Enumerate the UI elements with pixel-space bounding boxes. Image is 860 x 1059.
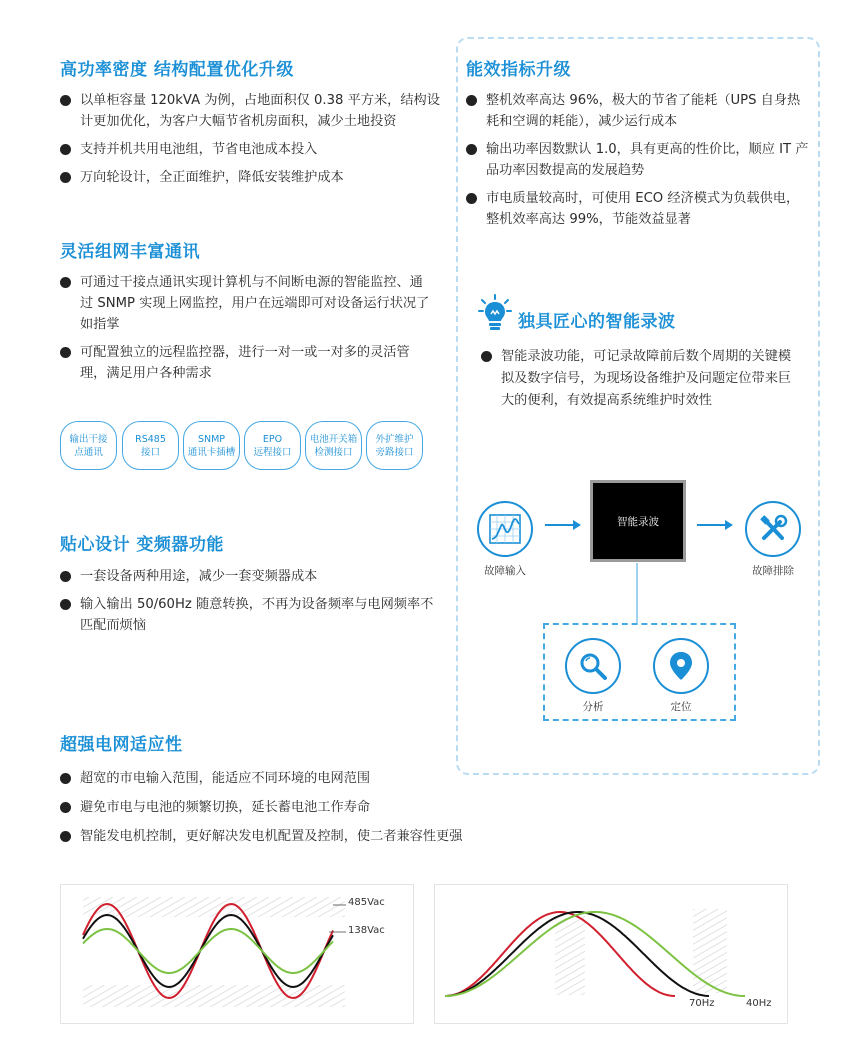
bullet-dot-icon (60, 599, 71, 610)
section-title-grid: 超强电网适应性 (60, 735, 183, 755)
list-item: 一套设备两种用途，减少一套变频器成本 (60, 566, 435, 587)
bullet-dot-icon (60, 571, 71, 582)
list-item: 避免市电与电池的频繁切换，延长蓄电池工作寿命 (60, 797, 620, 818)
interface-pill-dry-contact: 输出干接 点通讯 (60, 421, 117, 470)
voltage-high-label: 485Vac (348, 897, 385, 908)
locate-label: 定位 (670, 701, 692, 713)
interface-pill-battery: 电池开关箱 检测接口 (305, 421, 362, 470)
bullet-dot-icon (466, 144, 477, 155)
analyze-label: 分析 (582, 701, 604, 713)
list-item: 输出功率因数默认 1.0，具有更高的性价比，顺应 IT 产品功率因数提高的发展趋势 (466, 139, 811, 181)
list-item: 智能录波功能，可记录故障前后数个周期的关键模拟及数字信号，为现场设备维护及问题定位带来巨大的便利，有效提高系统维护时效性 (481, 346, 801, 412)
arrow-right-icon (697, 518, 735, 532)
inverter-bullet-list (60, 566, 435, 643)
bullet-dot-icon (60, 277, 71, 288)
bullet-dot-icon (481, 351, 492, 362)
list-item: 以单柜容量 120kVA 为例，占地面积仅 0.38 平方米，结构设计更加优化，为客户大幅节省机房面积，减少土地投资 (60, 90, 450, 132)
wave-485vac (83, 904, 333, 998)
arrow-right-icon (545, 518, 583, 532)
connector-line (636, 563, 638, 623)
list-item: 输入输出 50/60Hz 随意转换，不再为设备频率与电网频率不匹配而烦恼 (60, 594, 435, 636)
bullet-dot-icon (60, 802, 71, 813)
network-bullet-list (60, 272, 430, 391)
location-pin-icon (668, 651, 694, 681)
locate-node (653, 638, 709, 694)
bullet-dot-icon (60, 144, 71, 155)
bullet-dot-icon (60, 172, 71, 183)
section-title-density: 高功率密度 结构配置优化升级 (60, 60, 294, 80)
list-item: 智能发电机控制，更好解决发电机配置及控制，使二者兼容性更强 (60, 826, 620, 847)
section-title-inverter: 贴心设计 变频器功能 (60, 535, 224, 555)
list-item: 整机效率高达 96%，极大的节省了能耗（UPS 自身热耗和空调的耗能），减少运行成本 (466, 90, 811, 132)
hatch-band-right (693, 909, 727, 993)
list-item: 可配置独立的远程监控器，进行一对一或一对多的灵活管理，满足用户各种需求 (60, 342, 430, 384)
interface-pill-snmp: SNMP 通讯卡插槽 (183, 421, 240, 470)
freq-low-label: 40Hz (746, 998, 772, 1009)
bullet-dot-icon (60, 831, 71, 842)
freq-high-label: 70Hz (689, 998, 715, 1009)
section-title-network: 灵活组网丰富通讯 (60, 242, 200, 262)
bullet-dot-icon (60, 347, 71, 358)
efficiency-bullet-list (466, 90, 811, 237)
list-item: 支持并机共用电池组，节省电池成本投入 (60, 139, 450, 160)
bullet-dot-icon (60, 95, 71, 106)
voltage-range-illustration (60, 884, 414, 1024)
fault-input-node (477, 501, 533, 557)
bullet-dot-icon (60, 773, 71, 784)
frequency-waves-graphic (435, 885, 787, 1023)
voltage-low-label: 138Vac (348, 925, 385, 936)
interface-pill-bypass: 外扩维护 旁路接口 (366, 421, 423, 470)
tools-icon (758, 514, 788, 544)
grid-bullet-list (60, 768, 620, 854)
interface-pill-epo: EPO 远程接口 (244, 421, 301, 470)
frequency-range-illustration (434, 884, 788, 1024)
hatch-band-left (555, 915, 585, 995)
wave-nominal (83, 915, 333, 987)
list-item: 超宽的市电输入范围，能适应不同环境的电网范围 (60, 768, 620, 789)
density-bullet-list (60, 90, 450, 195)
recording-bullet-list (481, 346, 801, 419)
bullet-dot-icon (466, 193, 477, 204)
hatch-band-top (83, 897, 345, 917)
smart-recording-box: 智能录波 (590, 480, 686, 562)
lightbulb-icon (478, 294, 512, 334)
interface-pill-rs485: RS485 接口 (122, 421, 179, 470)
section-title-recording: 独具匠心的智能录波 (518, 312, 676, 332)
bullet-dot-icon (466, 95, 477, 106)
fault-clear-label: 故障排除 (752, 565, 794, 577)
magnifier-icon (578, 651, 608, 681)
list-item: 可通过干接点通讯实现计算机与不间断电源的智能监控、通过 SNMP 实现上网监控，用户在远端即可对设备运行状况了如指掌 (60, 272, 430, 335)
list-item: 市电质量较高时，可使用 ECO 经济模式为负载供电，整机效率高达 99%，节能效益显著 (466, 188, 811, 230)
list-item: 万向轮设计，全正面维护，降低安装维护成本 (60, 167, 450, 188)
fault-input-label: 故障输入 (484, 565, 526, 577)
waveform-chart-icon (489, 514, 521, 544)
analyze-node (565, 638, 621, 694)
section-title-efficiency: 能效指标升级 (466, 60, 571, 80)
fault-clear-node (745, 501, 801, 557)
